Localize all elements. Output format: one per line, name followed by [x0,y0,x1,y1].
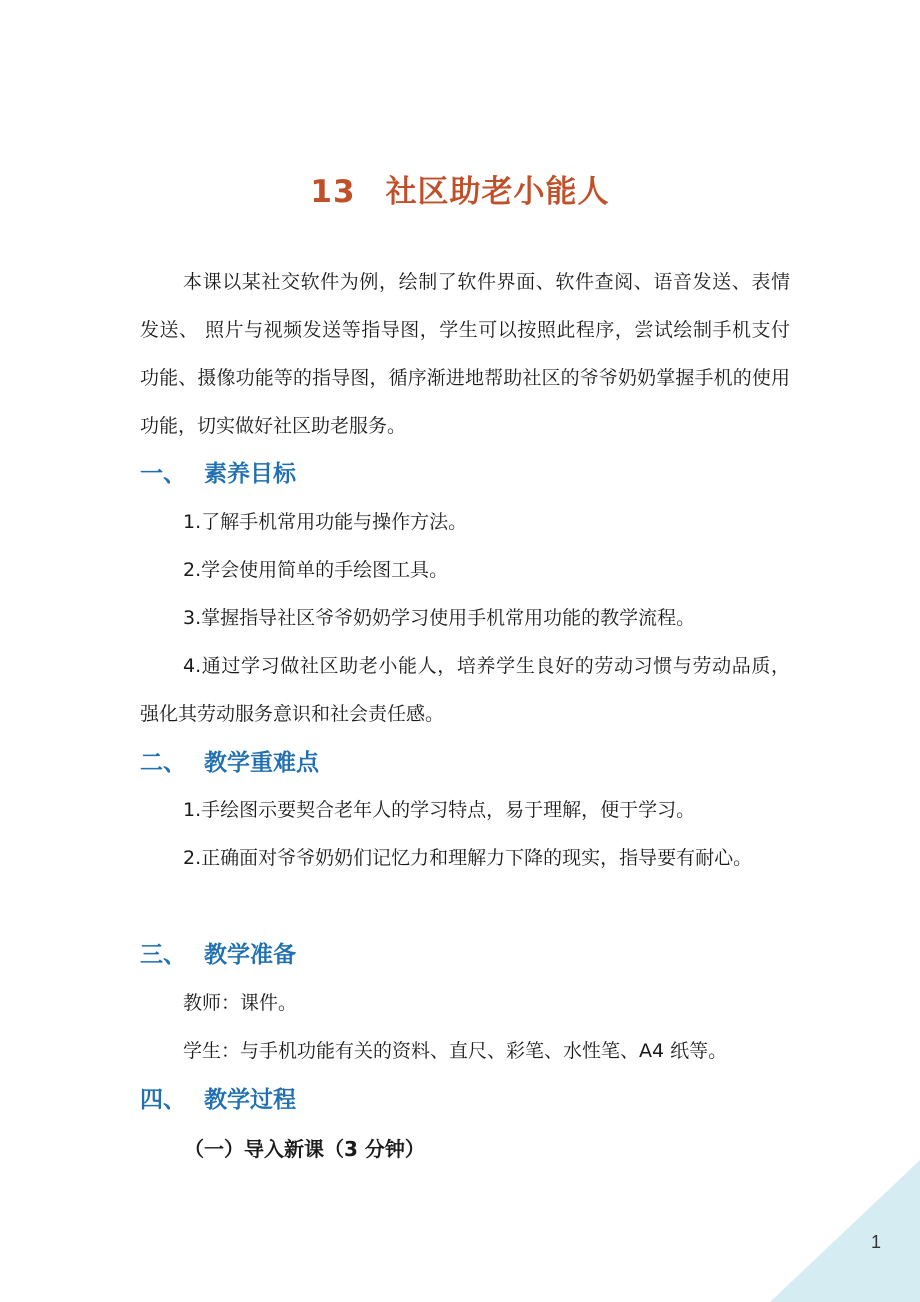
goal-item: 3.掌握指导社区爷爷奶奶学习使用手机常用功能的教学流程。 [183,607,696,629]
section-heading-key-points [140,745,319,781]
key-point-item: 2.正确面对爷爷奶奶们记忆力和理解力下降的现实，指导要有耐心。 [183,847,753,869]
section-number: 四、 [140,1087,186,1113]
lesson-title [0,166,920,211]
goal-item: 1.了解手机常用功能与操作方法。 [183,511,468,533]
page-number: 1 [871,1232,882,1252]
key-point-item: 1.手绘图示要契合老年人的学习特点，易于理解，便于学习。 [183,799,696,821]
lesson-number: 13 [310,174,356,210]
section-title: 教学过程 [204,1087,296,1113]
subsection-heading: （一）导入新课（3 分钟） [184,1137,425,1161]
intro-paragraph: 本课以某社交软件为例，绘制了软件界面、软件查阅、语音发送、表情发送、 照片与视频发送等指导图，学生可以按照此程序，尝试绘制手机支付功能、摄像功能等的指导图，循序渐进地帮助社区的爷爷奶奶掌握手机的使用功能，切实做好社区助老服务。 [140,271,790,437]
section-number: 三、 [140,942,186,968]
section-title: 素养目标 [204,461,296,487]
goal-item: 2.学会使用简单的手绘图工具。 [183,559,449,581]
section-number: 一、 [140,461,186,487]
section-title: 教学重难点 [204,750,319,776]
section-title: 教学准备 [204,942,296,968]
goal-item: 4.通过学习做社区助老小能人，培养学生良好的劳动习惯与劳动品质，强化其劳动服务意识和社会责任感。 [140,655,790,725]
lesson-title-text: 社区助老小能人 [385,174,610,210]
preparation-item: 教师：课件。 [183,992,298,1014]
section-heading-preparation [140,937,296,973]
corner-decoration [770,1160,920,1302]
section-heading-process [140,1082,296,1118]
section-number: 二、 [140,750,186,776]
section-heading-goals [140,456,296,492]
corner-triangle [770,1160,920,1302]
preparation-item: 学生：与手机功能有关的资料、直尺、彩笔、水性笔、A4 纸等。 [183,1040,728,1062]
